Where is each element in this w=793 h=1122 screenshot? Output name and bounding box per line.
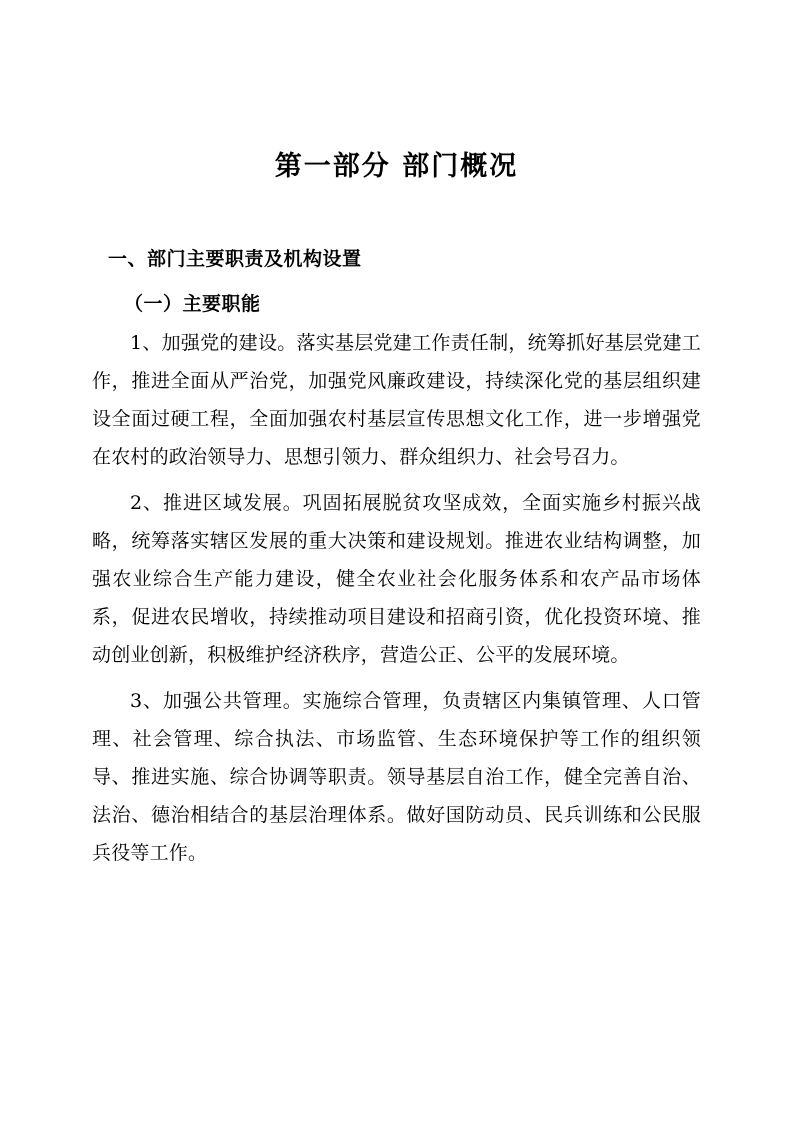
body-paragraph-1: 1、加强党的建设。落实基层党建工作责任制，统筹抓好基层党建工作，推进全面从严治党，加强党风廉政建设，持续深化党的基层组织建设全面过硬工程，全面加强农村基层宣传思想文化工作，进一步增强党在农村的政治领导力、思想引领力、群众组织力、社会号召力。	[92, 331, 701, 468]
body-paragraph-2: 2、推进区域发展。巩固拓展脱贫攻坚成效，全面实施乡村振兴战略，统筹落实辖区发展的重大决策和建设规划。推进农业结构调整，加强农业综合生产能力建设，健全农业社会化服务体系和农产品市场体系，促进农民增收，持续推动项目建设和招商引资，优化投资环境、推动创业创新，积极维护经济秩序，营造公正、公平的发展环境。	[92, 491, 701, 666]
subsection-heading: （一）主要职能	[124, 292, 261, 315]
page-title: 第一部分 部门概况	[274, 151, 519, 182]
body-paragraph-3: 3、加强公共管理。实施综合管理，负责辖区内集镇管理、人口管理、社会管理、综合执法、市场监管、生态环境保护等工作的组织领导、推进实施、综合协调等职责。领导基层自治工作，健全完善自治、法治、德治相结合的基层治理体系。做好国防动员、民兵训练和公民服兵役等工作。	[92, 689, 701, 864]
section-heading: 一、部门主要职责及机构设置	[108, 247, 362, 270]
